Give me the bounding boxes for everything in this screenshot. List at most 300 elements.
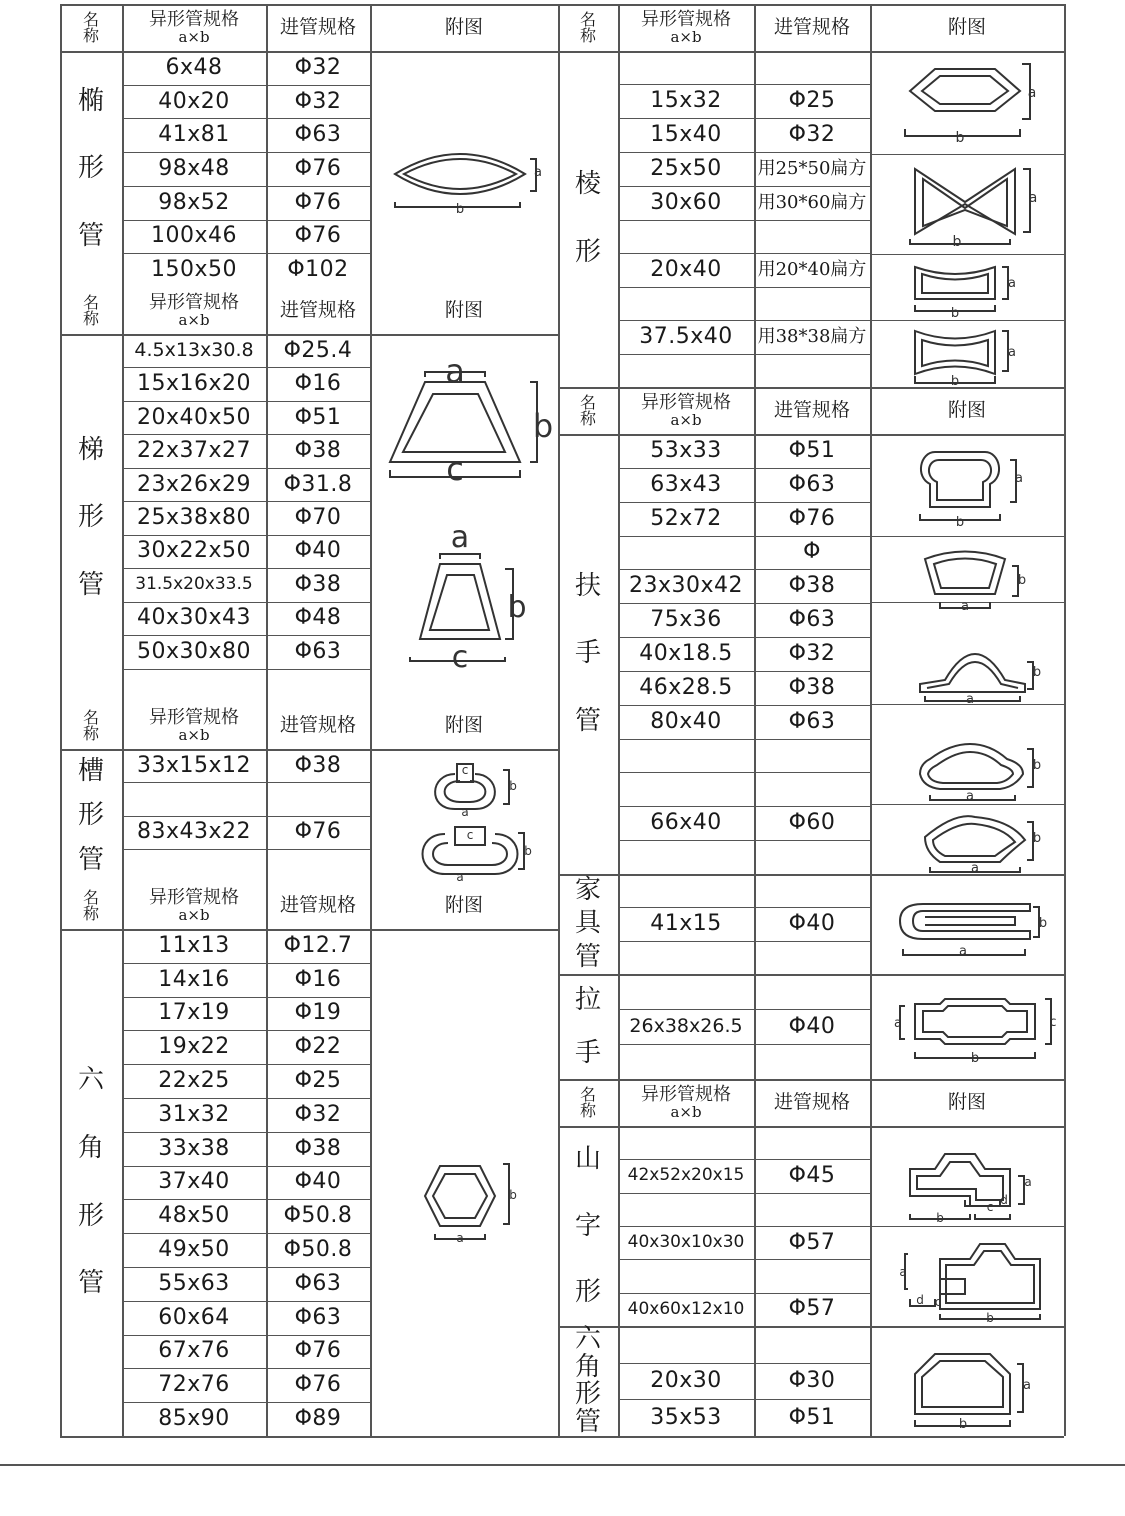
bottom-border (0, 1464, 1125, 1466)
figure-label: b (958, 1417, 968, 1432)
spec-cell: 26x38x26.5 (629, 1015, 743, 1037)
curved-flat-figure-2 (910, 326, 1020, 388)
grid-line (870, 254, 1064, 255)
inlet-cell: Φ19 (294, 1000, 342, 1026)
figure-label: a (966, 789, 974, 804)
figure-label: a (1008, 345, 1016, 360)
inlet-cell: Φ38 (294, 752, 342, 778)
spec-cell (618, 840, 754, 874)
header-figure: 附图 (444, 299, 483, 321)
rhombus-figure (900, 59, 1037, 149)
spec-cell: 25x38x80 (136, 504, 252, 530)
header-spec (122, 702, 266, 749)
grid-line (370, 4, 372, 1436)
inlet-cell: Φ30 (788, 1367, 836, 1393)
spec-cell (618, 874, 754, 907)
inlet-cell: Φ50.8 (283, 1203, 353, 1229)
header-inlet: 进管规格 (773, 16, 850, 38)
inlet-cell: Φ32 (294, 1101, 342, 1127)
header-name (60, 287, 122, 334)
spec-cell: 80x40 (650, 708, 722, 734)
header-spec-title: 异形管规格 (149, 706, 239, 728)
spec-cell: 49x50 (158, 1237, 230, 1263)
header-spec-title: 异形管规格 (641, 8, 731, 30)
header-figure: 附图 (947, 16, 986, 38)
header-name-char: 名 (579, 1084, 596, 1104)
inlet-cell: Φ51 (788, 1404, 836, 1430)
spec-cell (618, 1259, 754, 1292)
inlet-cell: Φ76 (294, 1372, 342, 1398)
figure-label: c (1049, 1015, 1057, 1030)
handrail-figure-4 (915, 739, 1042, 804)
trapezoid-figure-2 (405, 520, 535, 675)
spec-cell: 30x60 (650, 190, 722, 215)
header-inlet: 进管规格 (279, 894, 356, 916)
grid-line (266, 4, 268, 1436)
inlet-cell (754, 51, 870, 84)
header-name (60, 702, 122, 749)
figure-label: b (524, 844, 532, 858)
header-figure: 附图 (444, 714, 483, 736)
header-inlet: 进管规格 (279, 714, 356, 736)
header-name-char: 称 (82, 308, 99, 328)
inlet-cell: Φ38 (294, 1135, 342, 1161)
header-spec-sub: a×b (670, 410, 702, 429)
header-inlet: 进管规格 (279, 16, 356, 38)
spec-cell (618, 1326, 754, 1363)
header-spec (122, 882, 266, 929)
spec-cell: 63x43 (650, 471, 722, 497)
figure-label: a (1015, 471, 1023, 486)
header-inlet: 进管规格 (773, 1091, 850, 1113)
inlet-cell: Φ25 (294, 1068, 342, 1094)
inlet-cell: Φ22 (294, 1034, 342, 1060)
header-spec-sub: a×b (178, 725, 210, 744)
spec-cell: 85x90 (158, 1406, 230, 1432)
inlet-cell (754, 974, 870, 1009)
header-name-char: 称 (82, 903, 99, 923)
figure-label: d (916, 1293, 924, 1307)
header-name-char: 名 (579, 392, 596, 412)
spec-cell: 22x37x27 (136, 438, 252, 464)
inlet-cell: Φ45 (788, 1162, 836, 1188)
inlet-cell: 用20*40扁方 (757, 259, 867, 280)
grid-line (122, 4, 124, 1436)
inlet-cell: Φ40 (788, 1013, 836, 1039)
header-spec-title: 异形管规格 (641, 1083, 731, 1105)
mountain-shape-figure-2 (900, 1234, 1050, 1324)
spec-cell (618, 1126, 754, 1159)
grid-line (558, 4, 560, 1436)
inlet-cell: Φ57 (788, 1229, 836, 1255)
mountain-shape-figure-1 (900, 1134, 1050, 1229)
inlet-cell: Φ63 (294, 638, 342, 664)
figure-label: b (509, 1188, 517, 1202)
header-name-char: 名 (82, 292, 99, 312)
spec-cell: 15x40 (650, 122, 722, 147)
inlet-cell: Φ102 (287, 257, 349, 283)
spec-cell (618, 941, 754, 974)
inlet-cell (754, 874, 870, 907)
spec-cell: 33x38 (158, 1135, 230, 1161)
pull-handle-figure (895, 994, 1055, 1069)
inlet-cell: 用38*38扁方 (757, 326, 867, 347)
spec-cell: 40x20 (158, 88, 230, 114)
inlet-cell: Φ76 (294, 223, 342, 249)
spec-cell: 41x15 (650, 910, 722, 936)
spec-cell: 48x50 (158, 1203, 230, 1229)
figure-label: a (894, 1016, 902, 1031)
spec-cell: 75x36 (650, 607, 722, 633)
spec-sheet (60, 4, 1064, 1436)
header-spec-sub: a×b (178, 310, 210, 329)
figure-label: a (456, 870, 464, 884)
inlet-cell: Φ40 (294, 1169, 342, 1195)
figure-label: b (952, 234, 962, 250)
inlet-cell: Φ48 (294, 605, 342, 631)
spec-cell: 20x40 (650, 257, 722, 282)
spec-cell: 23x26x29 (136, 471, 252, 497)
figure-label: c (446, 450, 464, 488)
spec-cell: 20x40x50 (136, 404, 252, 430)
inlet-cell (754, 354, 870, 387)
grid-line (870, 804, 1064, 805)
inlet-cell: Φ32 (788, 122, 836, 147)
inlet-cell: Φ70 (294, 504, 342, 530)
header-name (60, 882, 122, 929)
header-name-char: 称 (579, 408, 596, 428)
figure-label: b (970, 1051, 980, 1066)
figure-label: b (1038, 916, 1048, 931)
header-spec-title: 异形管规格 (149, 886, 239, 908)
spec-cell (618, 287, 754, 320)
figure-label: c (451, 640, 469, 675)
header-spec-sub: a×b (670, 1102, 702, 1121)
spec-cell: 31x32 (158, 1101, 230, 1127)
header-spec-sub: a×b (178, 905, 210, 924)
inlet-cell (754, 941, 870, 974)
header-inlet: 进管规格 (773, 399, 850, 421)
inlet-cell (754, 1326, 870, 1363)
header-name-char: 称 (82, 723, 99, 743)
spec-cell: 42x52x20x15 (627, 1165, 745, 1186)
inlet-cell: Φ63 (294, 1304, 342, 1330)
channel-tube-figure-1 (415, 754, 525, 819)
handrail-figure-2 (920, 544, 1030, 619)
inlet-cell: Φ50.8 (283, 1237, 353, 1263)
spec-cell: 17x19 (158, 1000, 230, 1026)
inlet-cell: Φ38 (788, 674, 836, 700)
inlet-cell (266, 669, 370, 702)
header-figure: 附图 (444, 16, 483, 38)
spec-cell (618, 536, 754, 570)
spec-cell (618, 974, 754, 1009)
inlet-cell (754, 1193, 870, 1226)
handrail-figure-5 (915, 812, 1042, 876)
inlet-cell: Φ76 (294, 189, 342, 215)
spec-cell: 67x76 (158, 1338, 230, 1364)
grid-line (60, 1436, 1064, 1438)
handrail-figure-3 (915, 644, 1042, 707)
figure-label: b (1017, 573, 1027, 588)
spec-cell: 20x30 (650, 1367, 722, 1393)
inlet-cell: Φ63 (788, 607, 836, 633)
figure-label: c (986, 1200, 994, 1214)
figure-label: c (466, 828, 474, 842)
lens-tube-figure (390, 139, 540, 219)
spec-cell: 40x60x12x10 (627, 1298, 745, 1319)
figure-label: c (934, 1295, 942, 1309)
spec-cell: 15x32 (650, 88, 722, 113)
figure-label: c (461, 763, 469, 777)
spec-cell: 100x46 (150, 223, 237, 249)
spec-cell: 52x72 (650, 505, 722, 531)
header-name-char: 名 (82, 707, 99, 727)
category-label: 六角形管 (575, 1324, 602, 1437)
figure-label: a (959, 944, 967, 959)
spec-cell: 22x25 (158, 1068, 230, 1094)
header-name-char: 名 (82, 887, 99, 907)
spec-cell (122, 782, 266, 815)
spec-cell: 30x22x50 (136, 538, 252, 564)
spec-cell (618, 1044, 754, 1079)
figure-label: b (532, 407, 554, 445)
inlet-cell: Φ40 (788, 910, 836, 936)
header-name (558, 4, 618, 51)
header-spec (618, 4, 754, 51)
category-label: 椭形管 (77, 85, 104, 251)
figure-label: b (955, 515, 965, 530)
figure-label: a (966, 692, 974, 707)
inlet-cell (754, 1259, 870, 1292)
inlet-cell: Φ16 (294, 966, 342, 992)
spec-cell (122, 669, 266, 702)
spec-cell: 40x30x43 (136, 605, 252, 631)
inlet-cell: Φ16 (294, 371, 342, 397)
spec-cell: 4.5x13x30.8 (134, 339, 254, 362)
figure-label: b (1032, 665, 1042, 680)
figure-label: b (986, 1311, 994, 1325)
header-name-char: 名 (82, 9, 99, 29)
header-spec (122, 4, 266, 51)
inlet-cell: Φ (803, 539, 821, 565)
spec-cell: 40x30x10x30 (627, 1232, 745, 1253)
inlet-cell: Φ38 (788, 573, 836, 599)
header-spec-title: 异形管规格 (149, 8, 239, 30)
figure-label: a (445, 352, 465, 390)
figure-label: b (950, 306, 960, 321)
inlet-cell: 用30*60扁方 (757, 192, 867, 213)
spec-cell: 98x48 (158, 155, 230, 181)
trapezoid-figure-1 (385, 352, 555, 487)
header-name (60, 4, 122, 51)
figure-label: a (1028, 190, 1038, 206)
category-label: 家具管 (575, 875, 602, 972)
spec-cell: 14x16 (158, 966, 230, 992)
header-spec-title: 异形管规格 (149, 291, 239, 313)
inlet-cell (754, 1044, 870, 1079)
spec-cell: 40x18.5 (639, 640, 733, 666)
channel-tube-figure-2 (410, 819, 532, 884)
figure-label: b (936, 1211, 944, 1225)
grid-line (618, 4, 620, 1436)
grid-line (870, 4, 872, 1436)
header-figure: 附图 (947, 1091, 986, 1113)
figure-label: a (461, 805, 469, 819)
header-name (558, 387, 618, 434)
furniture-tube-figure (895, 899, 1048, 964)
inlet-cell: Φ76 (294, 155, 342, 181)
header-spec-sub: a×b (670, 27, 702, 46)
spec-cell: 31.5x20x33.5 (135, 574, 253, 595)
spec-cell: 25x50 (650, 156, 722, 181)
spec-cell (618, 739, 754, 773)
inlet-cell (754, 772, 870, 806)
category-label: 棱形 (575, 169, 602, 267)
spec-cell: 37.5x40 (639, 324, 733, 349)
spec-cell (618, 354, 754, 387)
spec-cell (122, 849, 266, 882)
inlet-cell: 用25*50扁方 (757, 158, 867, 179)
header-name-char: 称 (579, 1100, 596, 1120)
inlet-cell: Φ76 (294, 1338, 342, 1364)
grid-line (870, 154, 1064, 155)
header-figure: 附图 (444, 894, 483, 916)
category-label: 拉手 (575, 985, 602, 1068)
spec-cell: 46x28.5 (639, 674, 733, 700)
figure-label: b (950, 374, 960, 389)
figure-label: a (534, 165, 542, 180)
inlet-cell: Φ31.8 (283, 471, 353, 497)
spec-cell: 83x43x22 (136, 819, 252, 845)
figure-label: b (455, 202, 465, 217)
spec-cell (618, 51, 754, 84)
category-label: 扶手管 (575, 570, 602, 736)
grid-line (60, 4, 62, 1436)
figure-label: a (1024, 1175, 1032, 1189)
header-name (558, 1079, 618, 1126)
figure-label: d (1000, 1193, 1008, 1207)
header-inlet: 进管规格 (279, 299, 356, 321)
hexagon-tube-figure (905, 1344, 1035, 1432)
header-figure: 附图 (947, 399, 986, 421)
spec-cell (618, 220, 754, 253)
grid-line (870, 536, 1064, 537)
spec-cell: 60x64 (158, 1304, 230, 1330)
spec-cell: 37x40 (158, 1169, 230, 1195)
figure-label: a (456, 1231, 464, 1245)
spec-cell: 150x50 (150, 257, 237, 283)
spec-cell: 11x13 (158, 932, 230, 958)
spec-cell: 15x16x20 (136, 371, 252, 397)
figure-label: b (955, 130, 965, 146)
category-label: 六角形管 (77, 1065, 104, 1299)
figure-label: a (961, 599, 969, 614)
inlet-cell: Φ51 (294, 404, 342, 430)
inlet-cell: Φ76 (788, 505, 836, 531)
inlet-cell: Φ32 (294, 54, 342, 80)
figure-label: a (450, 520, 470, 555)
inlet-cell: Φ63 (294, 122, 342, 148)
inlet-cell: Φ40 (294, 538, 342, 564)
inlet-cell: Φ63 (294, 1270, 342, 1296)
inlet-cell: Φ12.7 (283, 932, 353, 958)
spec-cell: 98x52 (158, 189, 230, 215)
hexagon-figure (415, 1154, 525, 1249)
header-spec-title: 异形管规格 (641, 391, 731, 413)
inlet-cell: Φ25.4 (283, 337, 353, 363)
figure-label: b (1032, 758, 1042, 773)
inlet-cell (754, 220, 870, 253)
inlet-cell: Φ32 (788, 640, 836, 666)
inlet-cell (754, 739, 870, 773)
figure-label: a (971, 861, 979, 876)
inlet-cell: Φ57 (788, 1296, 836, 1322)
grid-line (1064, 4, 1066, 1436)
spec-cell: 41x81 (158, 122, 230, 148)
inlet-cell (754, 1126, 870, 1159)
inlet-cell: Φ51 (788, 437, 836, 463)
spec-cell: 72x76 (158, 1372, 230, 1398)
inlet-cell: Φ38 (294, 438, 342, 464)
figure-label: a (1027, 85, 1037, 101)
inlet-cell: Φ32 (294, 88, 342, 114)
inlet-cell: Φ89 (294, 1406, 342, 1432)
inlet-cell: Φ63 (788, 708, 836, 734)
header-name-char: 称 (82, 25, 99, 45)
inlet-cell: Φ60 (788, 810, 836, 836)
inlet-cell: Φ38 (294, 571, 342, 597)
spec-cell (618, 772, 754, 806)
inlet-cell: Φ76 (294, 819, 342, 845)
bowtie-figure (905, 164, 1038, 250)
spec-cell: 55x63 (158, 1270, 230, 1296)
header-spec (122, 287, 266, 334)
spec-cell: 6x48 (165, 54, 223, 80)
category-label: 梯形管 (77, 434, 104, 600)
header-spec (618, 1079, 754, 1126)
spec-cell: 53x33 (650, 437, 722, 463)
inlet-cell (266, 849, 370, 882)
category-label: 山字形 (575, 1144, 602, 1308)
figure-label: a (1008, 276, 1016, 291)
figure-label: a (1023, 1378, 1031, 1393)
header-spec-sub: a×b (178, 27, 210, 46)
spec-cell: 23x30x42 (628, 573, 744, 599)
inlet-cell (754, 287, 870, 320)
grid-line (754, 4, 756, 1436)
inlet-cell: Φ63 (788, 471, 836, 497)
spec-cell: 66x40 (650, 810, 722, 836)
figure-label: a (899, 1265, 907, 1279)
header-spec (618, 387, 754, 434)
category-label: 槽形管 (77, 756, 104, 875)
figure-label: b (507, 590, 527, 625)
figure-label: b (1032, 831, 1042, 846)
spec-cell: 50x30x80 (136, 638, 252, 664)
handrail-figure-1 (915, 442, 1035, 534)
curved-flat-figure-1 (910, 259, 1020, 321)
inlet-cell (754, 840, 870, 874)
spec-cell: 19x22 (158, 1034, 230, 1060)
spec-cell: 35x53 (650, 1404, 722, 1430)
figure-label: b (509, 779, 517, 793)
spec-cell: 33x15x12 (136, 752, 252, 778)
inlet-cell: Φ25 (788, 88, 836, 113)
header-name-char: 名 (579, 9, 596, 29)
spec-cell (618, 1193, 754, 1226)
inlet-cell (266, 782, 370, 815)
